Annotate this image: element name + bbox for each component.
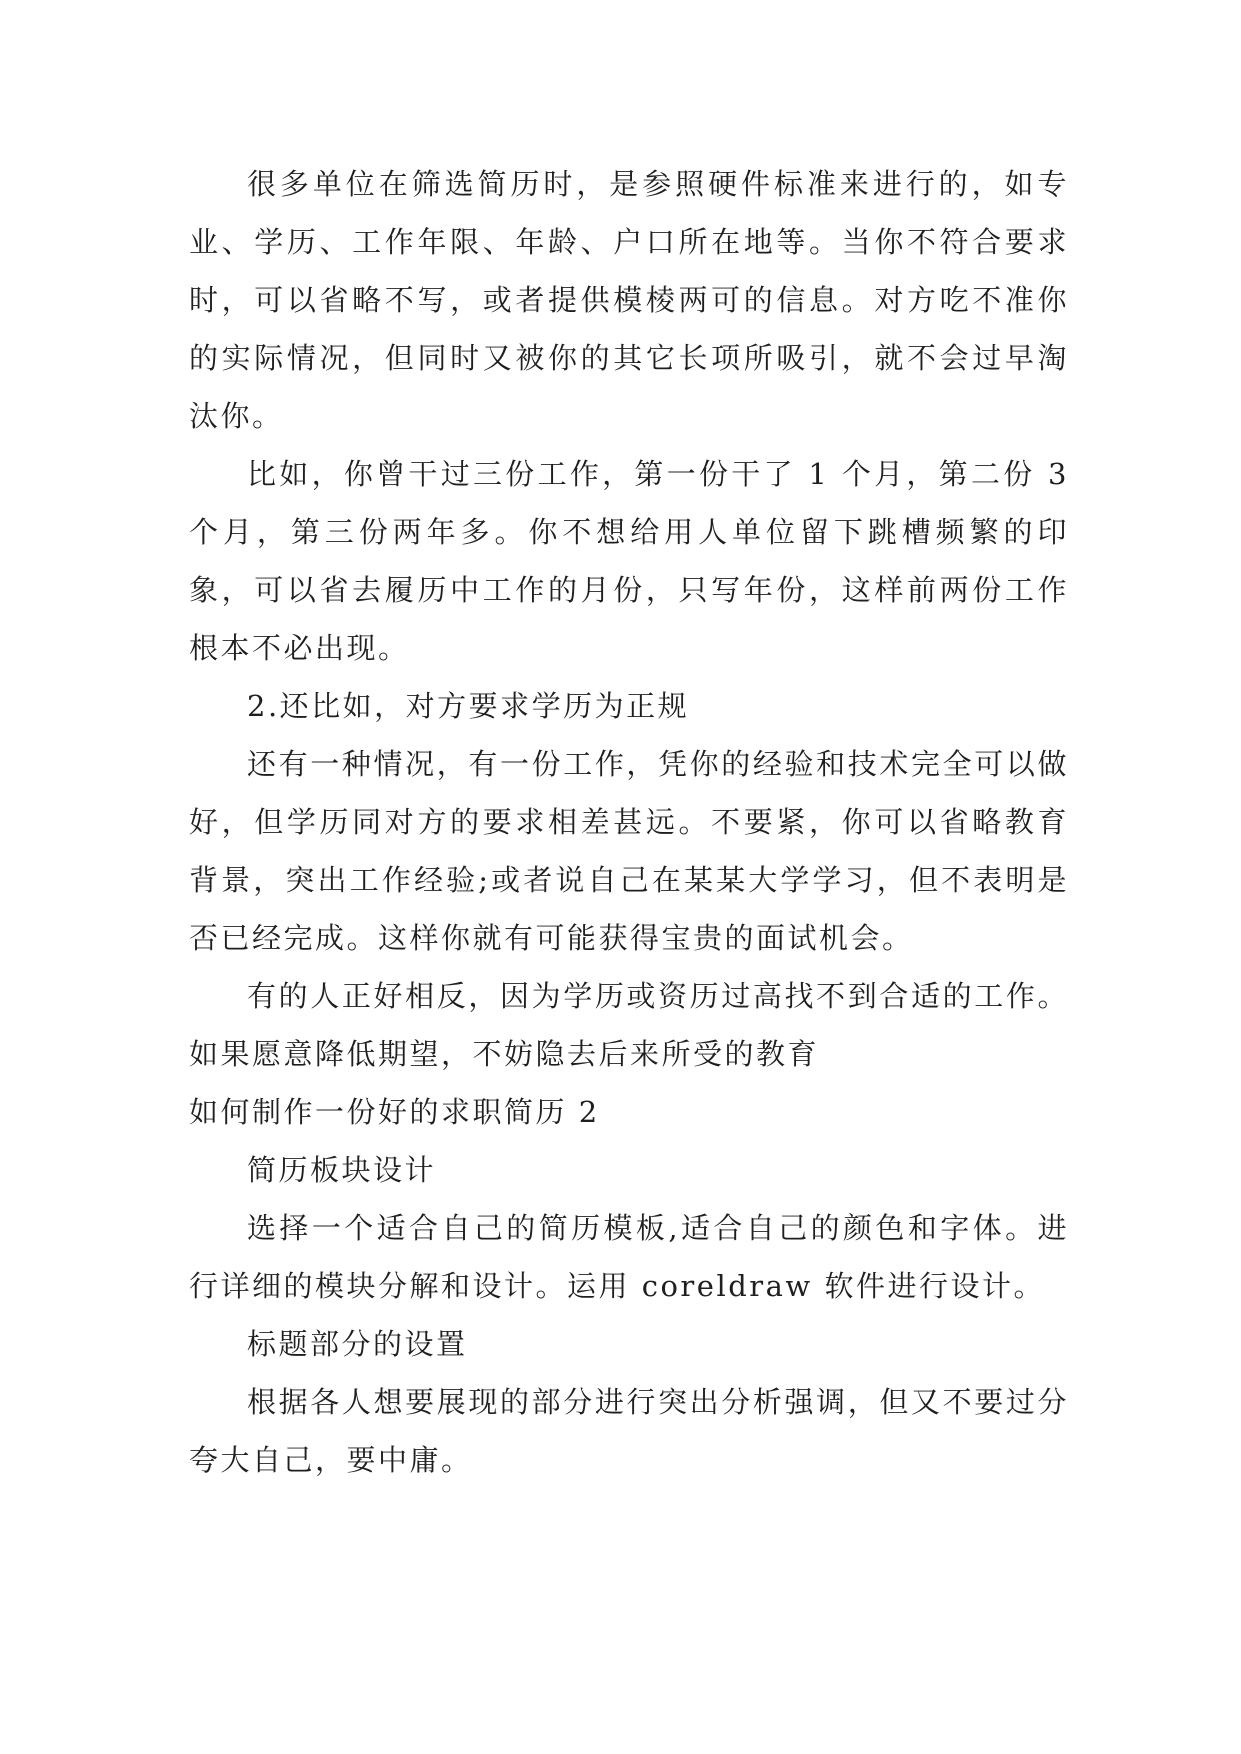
paragraph-highlight-strengths: 根据各人想要展现的部分进行突出分析强调，但又不要过分夸大自己，要中庸。 <box>189 1385 1069 1477</box>
paragraph-hardware-standards: 很多单位在筛选简历时，是参照硬件标准来进行的，如专业、学历、工作年限、年龄、户口所在地等。当你不符合要求时，可以省略不写，或者提供模棱两可的信息。对方吃不准你的实际情况，但同时又被你的其它长项所吸引，就不会过早淘汰你。 <box>189 167 1069 433</box>
subheading-resume-layout: 简历板块设计 <box>247 1153 437 1187</box>
paragraph-job-history-example: 比如，你曾干过三份工作，第一份干了 1 个月，第二份 3 个月，第三份两年多。你不想给用人单位留下跳槽频繁的印象，可以省去履历中工作的月份，只写年份，这样前两份工作根本不必出现。 <box>189 457 1069 665</box>
paragraph-education-example-heading: 2.还比如，对方要求学历为正规 <box>247 689 690 723</box>
section-title: 如何制作一份好的求职简历 2 <box>189 1095 600 1129</box>
paragraph-overqualified: 有的人正好相反，因为学历或资历过高找不到合适的工作。如果愿意降低期望，不妨隐去后来所受的教育 <box>189 979 1069 1071</box>
paragraph-template-choice: 选择一个适合自己的简历模板,适合自己的颜色和字体。进行详细的模块分解和设计。运用 coreldraw 软件进行设计。 <box>189 1211 1069 1303</box>
subheading-title-settings: 标题部分的设置 <box>247 1327 468 1361</box>
document-body <box>189 155 1069 1489</box>
paragraph-omit-education: 还有一种情况，有一份工作，凭你的经验和技术完全可以做好，但学历同对方的要求相差甚远。不要紧，你可以省略教育背景，突出工作经验;或者说自己在某某大学学习，但不表明是否已经完成。这样你就有可能获得宝贵的面试机会。 <box>189 747 1069 955</box>
